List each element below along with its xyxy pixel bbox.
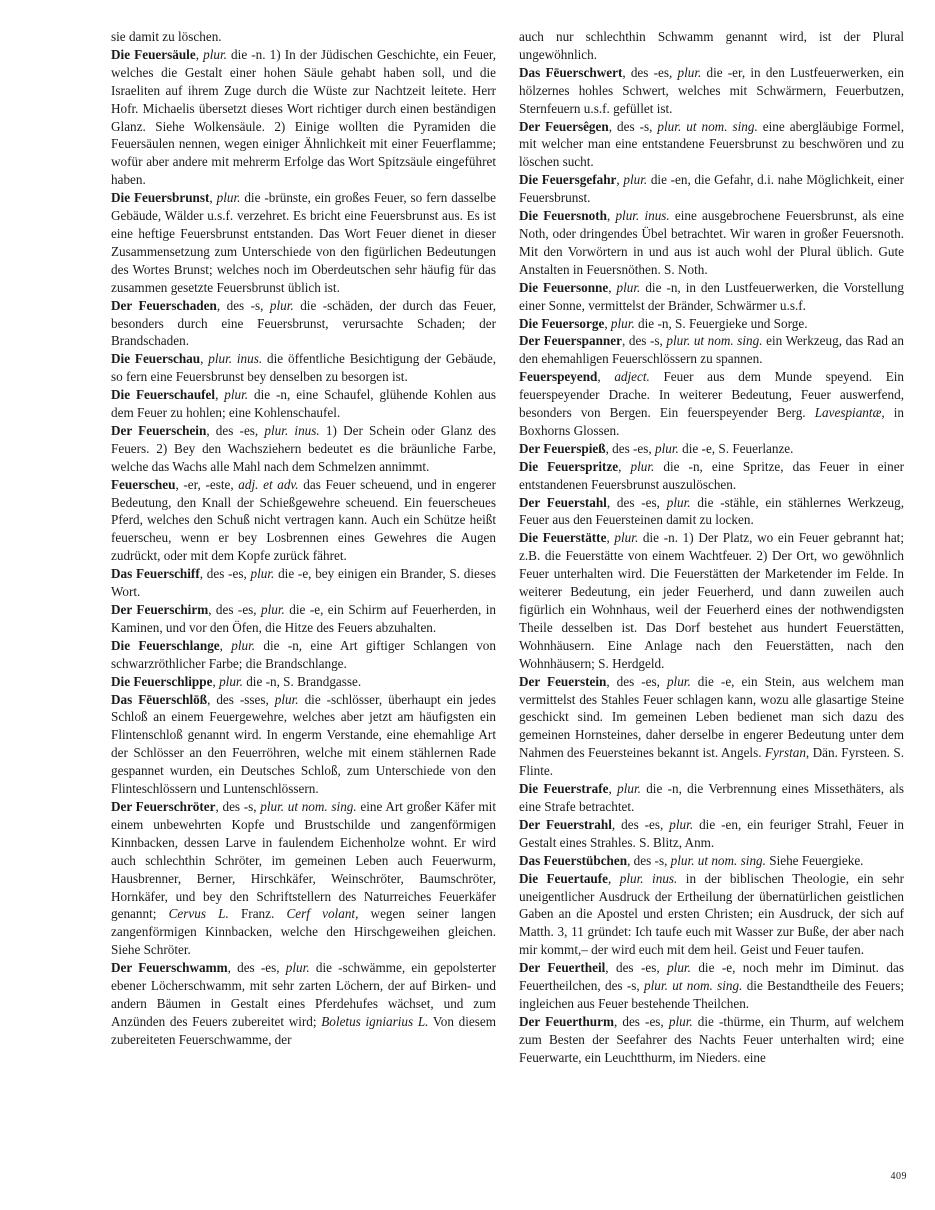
entry-text: , [606, 530, 615, 546]
entry-text: die -e, ein Schirm auf Feuerherden, in Kaminen, und vor den Öfen, die Hitze des Feuers abzuhalten. [111, 602, 496, 635]
entry-italic-text: adj. et adv. [238, 476, 299, 492]
entry-text: , des -es, [611, 816, 670, 832]
entry-headword: Feuerscheu [111, 476, 176, 492]
entry-headword: Der Feuerschaden [111, 297, 217, 313]
entry-italic-text: plur. [285, 960, 310, 976]
entry-text: , [608, 781, 618, 797]
entry-headword: Der Feuerthurm [519, 1013, 614, 1029]
entry-headword: Der Feuerspanner [519, 333, 622, 349]
entry-italic-text: plur. [231, 637, 256, 653]
dictionary-entry [111, 297, 496, 351]
entry-italic-text: plur. [666, 673, 691, 689]
dictionary-entry [111, 28, 496, 46]
entry-italic-text: plur. inus. [264, 422, 320, 438]
right-column [519, 28, 904, 1067]
entry-headword: Die Feuerschau [111, 351, 201, 367]
entry-italic-text: plur. [630, 458, 655, 474]
dictionary-entry [519, 494, 904, 530]
entry-text: die -stähle, ein stählernes Werkzeug, Feuer aus den Feuersteinen damit zu locken. [519, 494, 904, 528]
entry-text: die -n. 1) Der Platz, wo ein Feuer gebrannt hat; z.B. die Feuerstätte von einem Wachtfeuer. 2) Der Ort, wo gewöhnlich Feuer unterhalten wird. Die Feuerstätten der Marketender im Felde. In weiterer Bedeutung, ein jeder Feuerherd, und dann zuweilen auch figürlich ein Wohnhaus, weil der Feuerherd eines der nothwendigsten Theile desselben ist. Das Dorf bestehet aus hundert Feuerstätten, Wohnhäusern. Eine Anlage nach den Feuerstätten, nach den Wohnhäusern; S. Herdgeld. [519, 530, 905, 671]
entry-text: , des -es, [199, 566, 251, 582]
entry-text: Dän. Fyrsteen. S. Flinte. [519, 745, 904, 779]
entry-text: , des -es, [605, 960, 668, 976]
entry-headword: Der Feuersêgen [519, 118, 609, 134]
entry-text: , des -s, [608, 118, 658, 134]
entry-text: , [195, 46, 204, 62]
entry-text: Von diesem zubereiteten Feuerschwamme, der [111, 1013, 496, 1047]
entry-headword: Die Feuersonne [519, 279, 609, 295]
dictionary-entry [111, 601, 496, 637]
dictionary-entry [519, 1013, 904, 1067]
entry-text: die -er, in den Lustfeuerwerken, ein hölzernes hohles Schwert, welches mit Schwärmern, Feuerbutzen, Sternfeuern u.s.f. gefüllet ist. [519, 64, 905, 116]
entry-italic-text: plur. [224, 387, 249, 403]
entry-italic-text: plur. [216, 190, 241, 206]
dictionary-entry [519, 870, 904, 960]
entry-italic-text: Fyrstan, [764, 745, 810, 761]
entry-text: , -er, -este, [175, 476, 239, 492]
entry-text: die -n, eine Art giftiger Schlangen von schwarzröthlicher Farbe; die Brandschlange. [111, 637, 496, 671]
entry-text: , des -es, [605, 440, 656, 456]
entry-text: die -n, die Verbrennung eines Missethäters, als eine Strafe betrachtet. [519, 781, 904, 814]
entry-text: , des -es, [613, 1013, 669, 1029]
entry-text: die -brünste, ein großes Feuer, so fern dasselbe Gebäude, Wälder u.s.f. verzehret. Es bricht eine Feuersbrunst aus. Es ist eine heftige Feuersbrunst entstanden. Das Wort Feuer dienet in dieser Zusammensetzung zum Unterschiede von den figürlichen Bedeutungen des Wortes Brunst; welches noch im Oberdeutschen sehr häufig für das zusammen gesetzte Feuersbrunst üblich ist. [111, 190, 496, 295]
dictionary-entry [111, 189, 496, 296]
entry-text: eine ausgebrochene Feuersbrunst, als eine Noth, oder dringendes Übel betrachtet. Wir waren in großer Feuersnoth. Mit den Vorwörtern in und aus ist auch wohl der Plural üblich. Gute Anstalten in Feuersnöthen. S. Noth. [519, 208, 904, 277]
entry-italic-text: plur. [655, 440, 679, 456]
entry-text: Franz. [228, 906, 287, 922]
dictionary-entry [111, 565, 496, 601]
entry-text: 1) Der Schein oder Glanz des Feuers. 2) Bey den Wachsziehern bedeutet es die bräunliche Farbe, welche das Wachs alle Mahl nach dem Schmelzen annimmt. [111, 422, 496, 474]
entry-italic-text: plur. [668, 1013, 693, 1029]
entry-text: Siehe Feuergieke. [765, 852, 864, 868]
entry-text: , [597, 369, 615, 385]
entry-text: die -n, S. Brandgasse. [242, 673, 362, 689]
entry-italic-text: Boletus igniarius L. [321, 1013, 429, 1029]
entry-text: , [608, 279, 617, 295]
entry-text: die öffentliche Besichtigung der Gebäude, so fern eine Feuersbrunst bey denselben zu besorgen ist. [111, 351, 496, 385]
dictionary-entry [519, 207, 904, 279]
entry-text: die Bestandtheile des Feuers; ingleichen aus Feuer bestehende Theilchen. [519, 978, 904, 1011]
entry-headword: Der Feuerstahl [519, 494, 607, 510]
dictionary-entry [111, 691, 496, 798]
dictionary-entry [519, 332, 904, 368]
left-column [111, 28, 496, 1049]
entry-text: , [209, 190, 217, 206]
entry-headword: Der Feuerschein [111, 422, 207, 438]
entry-headword: Die Feuerschaufel [111, 387, 216, 403]
entry-headword: Der Feuertheil [519, 960, 606, 976]
entry-headword: Die Feuersnoth [519, 208, 607, 224]
dictionary-entry [111, 46, 496, 189]
entry-text: in der biblischen Theologie, ein sehr uneigentlicher Ausdruck der Ertheilung der übernatürlichen geistlichen Gaben an die Apostel und ersten Christen; ein Ausdruck, der sich auf Matth. 3, 11 gründet: Ich taufe euch mit Wasser zur Buße, der aber nach mir kommt,– der wird euch mit dem heil. Geist und Feuer taufen. [519, 870, 904, 958]
dictionary-entry [519, 780, 904, 816]
entry-italic-text: plur. [614, 530, 639, 546]
entry-headword: Die Feuersgefahr [519, 172, 617, 188]
dictionary-entry [111, 959, 496, 1049]
entry-headword: Das Fēuerschwert [519, 64, 623, 80]
entry-headword: Die Feuertaufe [519, 870, 609, 886]
entry-italic-text: plur. [269, 297, 294, 313]
dictionary-entry [519, 440, 904, 458]
entry-headword: Der Feuerschirm [111, 602, 209, 617]
entry-text: , [618, 458, 631, 474]
entry-text: , des -es, [606, 673, 667, 689]
entry-text: , des -s, [621, 333, 667, 349]
entry-headword: Der Feuerspieß [519, 440, 606, 456]
entry-italic-text: plur. [250, 566, 275, 582]
entry-italic-text: plur. inus. [619, 870, 678, 886]
entry-text: die -e, bey einigen ein Brander, S. dieses Wort. [111, 566, 496, 600]
entry-text: , des -sses, [207, 691, 275, 707]
entry-italic-text: adject. [614, 369, 650, 385]
dictionary-entry [519, 279, 904, 315]
entry-headword: Der Feuerschwamm [111, 960, 228, 976]
entry-text: , [215, 387, 225, 403]
dictionary-entry [519, 171, 904, 207]
dictionary-entry [111, 637, 496, 673]
entry-text: die -n, S. Feuergieke und Sorge. [634, 315, 808, 331]
entry-headword: Der Feuerschröter [111, 798, 216, 814]
entry-text: die -n, eine Schaufel, glühende Kohlen aus dem Feuer zu hohlen; eine Kohlenschaufel. [111, 387, 497, 421]
entry-headword: Das Feuerstübchen [519, 852, 628, 868]
entry-italic-text: plur. [617, 781, 641, 797]
entry-text: , des -es, [208, 602, 262, 617]
entry-italic-text: plur. [666, 494, 691, 510]
dictionary-entry [519, 28, 904, 64]
dictionary-entry [519, 673, 904, 780]
entry-headword: Die Feuersbrunst [111, 190, 210, 206]
entry-text: , des -s, [627, 852, 671, 868]
entry-text: , des -es, [622, 64, 678, 80]
dictionary-entry [111, 422, 496, 476]
entry-text: die -e, ein Stein, aus welchem man vermittelst des Stahles Feuer schlagen kann, wozu alle glasartige Steine geschickt sind. Im gemeinen Leben bedienet man sich dazu des gemeinen Hornsteines, daher derselbe in engerer Bedeutung unter dem Nahmen des Feuersteines bekannt ist. Angels. [519, 673, 904, 761]
entry-text: sie damit zu löschen. [111, 29, 222, 44]
dictionary-entry [519, 315, 904, 333]
entry-italic-text: plur. [610, 315, 635, 331]
entry-headword: Die Feuersorge [519, 315, 605, 331]
entry-italic-text: plur. ut nom. sing. [670, 852, 766, 868]
entry-text: die -e, noch mehr im Diminut. das Feuertheilchen, des -s, [519, 960, 904, 994]
entry-text: die -n, in den Lustfeuerwerken, die Vorstellung einer Sonne, vermittelst der Bränder, Schwärmer u.s.f. [519, 279, 904, 313]
entry-italic-text: plur. [274, 691, 299, 707]
dictionary-entry [111, 673, 496, 691]
entry-text: , des -s, [215, 798, 261, 814]
entry-headword: Das Feuerschiff [111, 566, 200, 582]
entry-headword: Feuerspeyend [519, 369, 598, 385]
dictionary-entry [519, 529, 904, 672]
entry-italic-text: plur. [616, 279, 641, 295]
entry-headword: Der Feuerstrahl [519, 816, 612, 832]
entry-text: Feuer aus dem Munde speyend. Ein feuerspeyender Drache. In weiterer Bedeutung, Feuer auswerfend, besonders von Bergen. Ein feuerspeyender Berg. [519, 369, 905, 421]
entry-italic-text: plur. [677, 64, 702, 80]
entry-italic-text: Lavespiantæ, [814, 405, 885, 421]
entry-text: auch nur schlechthin Schwamm genannt wird, ist der Plural ungewöhnlich. [519, 29, 904, 62]
entry-headword: Die Feuerspritze [519, 458, 619, 474]
entry-italic-text: plur. [667, 960, 691, 976]
entry-headword: Die Feuerstätte [519, 530, 607, 546]
entry-italic-text: plur. ut nom. sing. [260, 798, 357, 814]
entry-text: die -en, ein feuriger Strahl, Feuer in Gestalt eines Strahles. S. Blitz, Anm. [519, 816, 904, 850]
dictionary-entry [519, 118, 904, 172]
dictionary-entry [519, 852, 904, 870]
entry-italic-text: plur. [219, 673, 243, 689]
dictionary-entry [111, 798, 496, 959]
entry-italic-text: plur. inus. [208, 351, 263, 367]
entry-text: die -schäden, der durch das Feuer, besonders durch eine Feuersbrunst, verursachte Schaden; der Brandschaden. [111, 297, 496, 349]
entry-text: , [604, 315, 611, 331]
entry-headword: Die Feuerschlange [111, 637, 220, 653]
entry-italic-text: plur. ut nom. sing. [644, 978, 743, 994]
dictionary-entry [519, 816, 904, 852]
dictionary-entry [111, 476, 496, 566]
entry-italic-text: plur. [203, 46, 227, 62]
entry-italic-text: plur. ut nom. sing. [657, 118, 758, 134]
entry-text: die -thürme, ein Thurm, auf welchem zum Besten der Seefahrer des Nachts Feuer unterhalten wird; eine Feuerwarte, ein Leuchtthurm, im Nieders. eine [519, 1013, 904, 1065]
entry-text: die -schlösser, überhaupt ein jedes Schloß an einem Feuergewehre, welches aber jetzt am häufigsten ein Flintenschloß genannt wird. In engerm Verstande, eine ehemahlige Art der Schlösser an den Feuerröhren, welche mit einem stählernen Rade gespannet wurden, ein Deutsches Schloß, zum Unterschiede von den Flinteschlössern und Luntenschlössern. [111, 691, 496, 797]
entry-text: , [616, 172, 624, 188]
entry-headword: Die Feuerschlippe [111, 673, 213, 689]
entry-text: , [606, 208, 616, 224]
entry-text: wegen seiner langen zangenförmigen Kinnbacken, welche den Hirschgeweihen gleichen. Siehe Schröter. [111, 906, 496, 958]
entry-text: die -n, eine Spritze, das Feuer in einer entstandenen Feuersbrunst auszulöschen. [519, 458, 905, 492]
entry-text: , des -es, [227, 960, 286, 976]
dictionary-entry [519, 959, 904, 1013]
dictionary-entry [519, 64, 904, 118]
entry-text: , [608, 870, 620, 886]
entry-italic-text: plur. [669, 816, 694, 832]
entry-italic-text: plur. [623, 172, 648, 188]
entry-text: das Feuer scheuend, und in engerer Bedeutung, den Knall der Schießgewehre scheuend. Ein feuerscheues Pferd, welches den Schuß nicht vertragen kann. Auch ein Schütze heißt feuerscheu, wenn er bey Losbrennen eines Gewehres die Augen zudrückt, oder mit dem Kopfe zurück fähret. [111, 476, 496, 564]
dictionary-entry [519, 458, 904, 494]
entry-headword: Die Feuersäule [111, 46, 196, 62]
entry-headword: Das Fēuerschlōß [111, 691, 208, 707]
entry-text: , [212, 673, 220, 689]
entry-text: eine Art großer Käfer mit einem unbewehrten Kopfe und Brustschilde und zangenförmigen Kinnbacken, dessen Larve in faulendem Eichenholze wohnt. Er wird auch schlechthin Schröter, im gemeinen Leben auch Feuerwurm, Hausbrenner, Berner, Hirschkäfer, Weinschröter, Baumschröter, Hornkäfer, und bey den Schriftstellern des Naturreiches Feuerkäfer genannt; [111, 798, 496, 922]
page-number: 409 [890, 1171, 907, 1182]
entry-headword: Die Feuerstrafe [519, 781, 609, 797]
dictionary-entry [111, 350, 496, 386]
entry-italic-text: plur. inus. [615, 208, 670, 224]
entry-text: in Boxhorns Glossen. [519, 405, 904, 438]
entry-text: die -e, S. Feuerlanze. [678, 440, 794, 456]
entry-text: , [219, 637, 232, 653]
dictionary-entry [111, 386, 496, 422]
entry-italic-text: Cerf volant, [286, 906, 359, 922]
entry-text: die -schwämme, ein gepolsterter ebener Löcherschwamm, mit sehr zarten Löchern, der auf Birken- und andern Bäumen in Gestalt eines Pferdehufes wächset, und zum Anzünden des Feuers zubereitet wird; [111, 960, 496, 1029]
entry-text: ein Werkzeug, das Rad an den ehemahligen Feuerschlössern zu spannen. [519, 333, 904, 367]
entry-italic-text: plur. [261, 602, 285, 617]
entry-italic-text: plur. ut nom. sing. [666, 333, 763, 349]
entry-text: , des -es, [606, 494, 667, 510]
dictionary-entry [519, 368, 904, 440]
entry-italic-text: Cervus L. [168, 906, 229, 922]
entry-text: die -n. 1) In der Jüdischen Geschichte, ein Feuer, welches die Gestalt einer hohen Säule gehabt haben soll, und die Israeliten auf ihrem Zuge durch die Wüste zur Nachtzeit leitete. Herr Hofr. Michaelis übersetzt dieses Wort richtiger durch einen beständigen Glanz. Siehe Wolkensäule. 2) Einige wollten die Pyramiden die Feuersäulen nennen, wegen einiger Ähnlichkeit mit einer Feuerflamme; wofür aber andere mit mehrerm Erfolge das Wort Spitzsäule eingeführet haben. [111, 46, 496, 188]
entry-text: , des -s, [216, 297, 270, 313]
entry-text: , [200, 351, 209, 367]
entry-headword: Der Feuerstein [519, 673, 607, 689]
entry-text: eine abergläubige Formel, mit welcher man eine entstandene Feuersbrunst zu beschwören und zu löschen sucht. [519, 118, 904, 170]
entry-text: , des -es, [206, 422, 265, 438]
entry-text: die -en, die Gefahr, d.i. nahe Möglichkeit, einer Feuersbrunst. [519, 172, 905, 206]
